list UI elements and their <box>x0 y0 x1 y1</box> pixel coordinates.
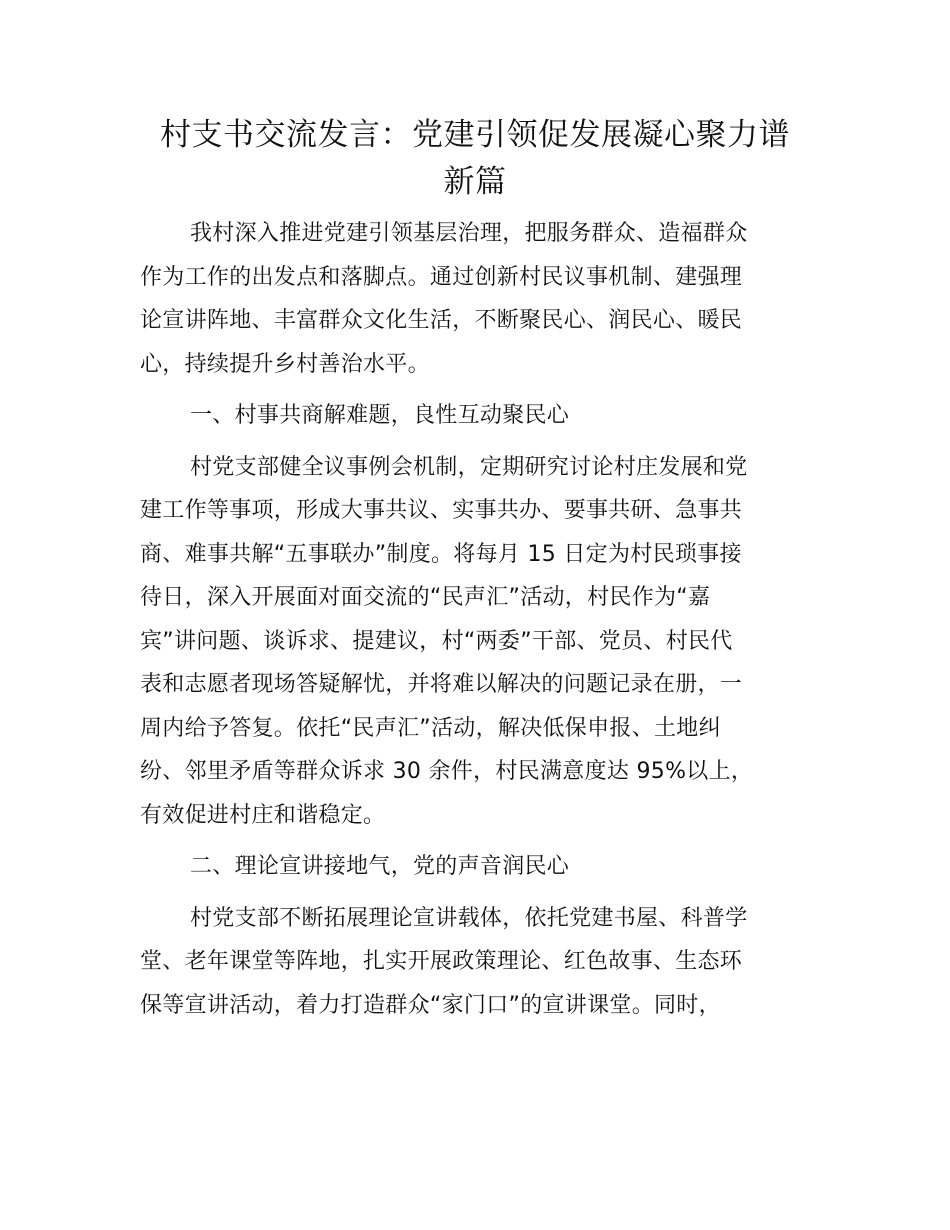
text-line: 保等宣讲活动，着力打造群众“家门口”的宣讲课堂。同时， <box>140 992 721 1018</box>
text-line: 我村深入推进党建引领基层治理，把服务群众、造福群众 <box>190 221 748 246</box>
heading-text: 一、村事共商解难题，良性互动聚民心 <box>190 403 570 428</box>
text-line: 待日，深入开展面对面交流的“民声汇”活动，村民作为“嘉 <box>140 585 711 610</box>
text-line: 宾”讲问题、谈诉求、提建议，村“两委”干部、党员、村民代 <box>140 628 733 654</box>
section-2-paragraph <box>140 897 830 1028</box>
document-title <box>140 112 810 206</box>
text-line: 心，持续提升乡村善治水平。 <box>140 351 430 377</box>
text-line: 商、难事共解“五事联办”制度。将每月 15 日定为村民琐事接 <box>140 541 742 567</box>
text-line: 堂、老年课堂等阵地，扎实开展政策理论、红色故事、生态环 <box>140 949 743 974</box>
title-line-2: 新篇 <box>443 164 507 200</box>
section-1-paragraph <box>140 446 830 838</box>
section-heading-1 <box>140 394 830 438</box>
section-heading-2 <box>140 845 830 889</box>
text-line: 建工作等事项，形成大事共议、实事共办、要事共研、急事共 <box>140 498 743 523</box>
heading-text: 二、理论宣讲接地气，党的声音润民心 <box>190 854 570 879</box>
text-line: 村党支部健全议事例会机制，定期研究讨论村庄发展和党 <box>190 454 748 480</box>
text-line: 表和志愿者现场答疑解忧，并将难以解决的问题记录在册，一 <box>140 672 743 697</box>
text-line: 纷、邻里矛盾等群众诉求 30 余件，村民满意度达 95%以上， <box>140 759 754 784</box>
text-line: 有效促进村庄和谐稳定。 <box>140 802 386 828</box>
text-line: 论宣讲阵地、丰富群众文化生活，不断聚民心、润民心、暖民 <box>140 308 743 333</box>
text-line: 周内给予答复。依托“民声汇”活动，解决低保申报、土地纠 <box>140 715 721 741</box>
intro-paragraph <box>140 212 830 386</box>
text-line: 作为工作的出发点和落脚点。通过创新村民议事机制、建强理 <box>140 264 743 290</box>
document-body <box>140 212 830 1027</box>
text-line: 村党支部不断拓展理论宣讲载体，依托党建书屋、科普学 <box>190 905 748 931</box>
title-line-1: 村支书交流发言：党建引领促发展凝心聚力谱 <box>160 117 790 153</box>
